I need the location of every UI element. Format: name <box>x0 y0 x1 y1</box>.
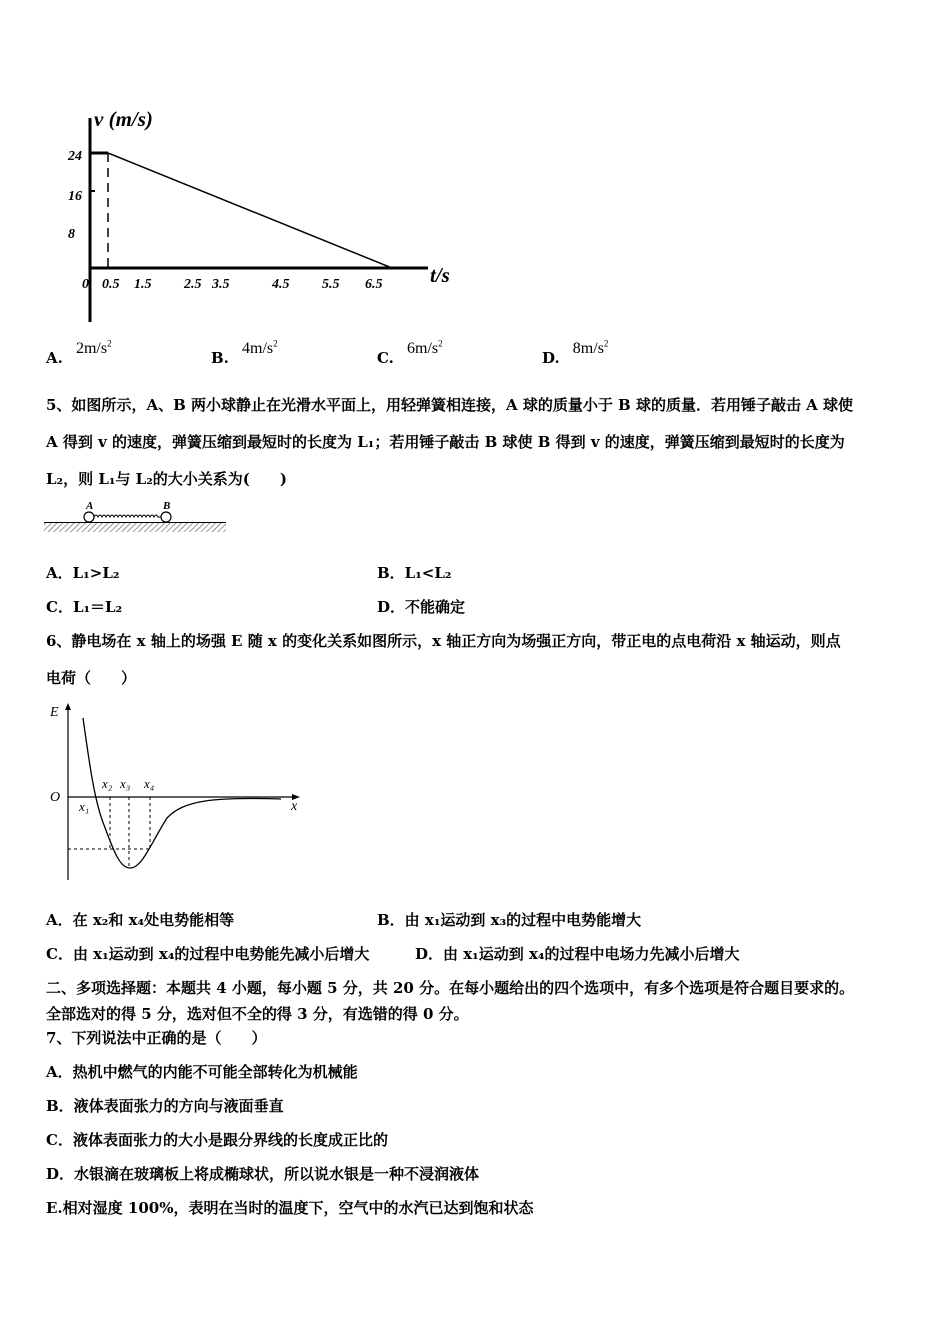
vt-y-tick: 16 <box>68 189 82 204</box>
option-letter: C. <box>377 349 394 367</box>
q4-option-d[interactable]: D. $8m/s^2$ <box>542 338 609 367</box>
x-axis-label: x <box>291 799 298 814</box>
x2-label: x₂ <box>102 776 113 791</box>
q5-option-d[interactable]: D．不能确定 <box>377 598 466 616</box>
q6-option-b[interactable]: B．由 x₁运动到 x₃的过程中电势能增大 <box>377 911 642 929</box>
q6-option-c[interactable]: C．由 x₁运动到 x₄的过程中电势能先减小后增大 <box>46 945 370 963</box>
q5-option-b[interactable]: B．L₁<L₂ <box>377 564 452 582</box>
q7-option-a[interactable]: A．热机中燃气的内能不可能全部转化为机械能 <box>46 1063 358 1081</box>
spring-figure <box>44 496 228 536</box>
vt-x-tick: 5.5 <box>322 277 340 292</box>
x1-label: x₁ <box>79 799 90 814</box>
q7-option-c[interactable]: C．液体表面张力的大小是跟分界线的长度成正比的 <box>46 1131 388 1149</box>
section2-heading-line2: 全部选对的得 5 分，选对但不全的得 3 分，有选错的得 0 分。 <box>46 1005 469 1023</box>
q6-option-d[interactable]: D．由 x₁运动到 x₄的过程中电场力先减小后增大 <box>415 945 740 963</box>
vt-x-axis-label: t/s <box>430 263 450 287</box>
q7-option-e[interactable]: E.相对湿度 100%，表明在当时的温度下，空气中的水汽已达到饱和状态 <box>46 1199 534 1217</box>
origin-label: O <box>50 790 61 805</box>
e-axis-label: E <box>50 705 59 720</box>
ball-b-label: B <box>163 500 171 512</box>
vt-x-tick: 1.5 <box>134 277 152 292</box>
vt-y-axis-label: v (m/s) <box>94 107 153 131</box>
q7-option-d[interactable]: D．水银滴在玻璃板上将成椭球状，所以说水银是一种不浸润液体 <box>46 1165 480 1183</box>
option-letter: B. <box>211 349 229 367</box>
vt-x-tick: 0.5 <box>102 277 120 292</box>
q5-stem-line2: A 得到 v 的速度，弹簧压缩到最短时的长度为 L₁；若用锤子敲击 B 球使 B 得到 v 的速度，弹簧压缩到最短时的长度为 <box>46 433 845 451</box>
vt-x-tick: 6.5 <box>365 277 383 292</box>
q4-option-c[interactable]: C. $6m/s^2$ <box>377 338 443 367</box>
q6-stem-line1: 6、静电场在 x 轴上的场强 E 随 x 的变化关系如图所示，x 轴正方向为场强正方向，带正电的点电荷沿 x 轴运动，则点 <box>46 632 841 650</box>
vt-chart <box>60 100 480 330</box>
option-letter: D. <box>542 349 560 367</box>
vt-x-tick: 2.5 <box>184 277 202 292</box>
vt-velocity-line <box>108 153 392 268</box>
section2-heading-line1: 二、多项选择题：本题共 4 小题，每小题 5 分，共 20 分。在每小题给出的四个选项中，有多个选项是符合题目要求的。 <box>46 979 855 997</box>
q5-stem-line1: 5、如图所示，A、B 两小球静止在光滑水平面上，用轻弹簧相连接，A 球的质量小于 B 球的质量．若用锤子敲击 A 球使 <box>46 396 854 414</box>
ball-a-label: A <box>86 500 94 512</box>
vt-y-tick: 8 <box>68 227 75 242</box>
spring <box>94 515 161 517</box>
ball-a <box>84 512 94 522</box>
q4-option-b[interactable]: B. $4m/s^2$ <box>211 338 278 367</box>
x4-label: x₄ <box>144 776 155 791</box>
ground-hatch <box>44 523 226 532</box>
q7-stem: 7、下列说法中正确的是（ ） <box>46 1029 267 1047</box>
e-axis-arrow <box>65 703 71 710</box>
q6-option-a[interactable]: A．在 x₂和 x₄处电势能相等 <box>46 911 235 929</box>
vt-x-tick: 4.5 <box>272 277 290 292</box>
e-x-graph <box>44 700 314 885</box>
option-letter: A. <box>46 349 63 367</box>
q5-option-c[interactable]: C．L₁＝L₂ <box>46 598 123 616</box>
q7-option-b[interactable]: B．液体表面张力的方向与液面垂直 <box>46 1097 284 1115</box>
q6-stem-line2: 电荷（ ） <box>46 669 137 687</box>
vt-x-tick: 3.5 <box>212 277 230 292</box>
x3-label: x₃ <box>120 776 131 791</box>
q4-option-a[interactable]: A. $2m/s^2$ <box>46 338 112 367</box>
vt-y-tick: 24 <box>68 149 82 164</box>
ball-b <box>161 512 171 522</box>
field-curve <box>83 718 281 868</box>
q5-option-a[interactable]: A．L₁>L₂ <box>46 564 120 582</box>
vt-x-tick: 0 <box>82 277 89 292</box>
q5-stem-line3: L₂，则 L₁与 L₂的大小关系为( ) <box>46 470 287 488</box>
